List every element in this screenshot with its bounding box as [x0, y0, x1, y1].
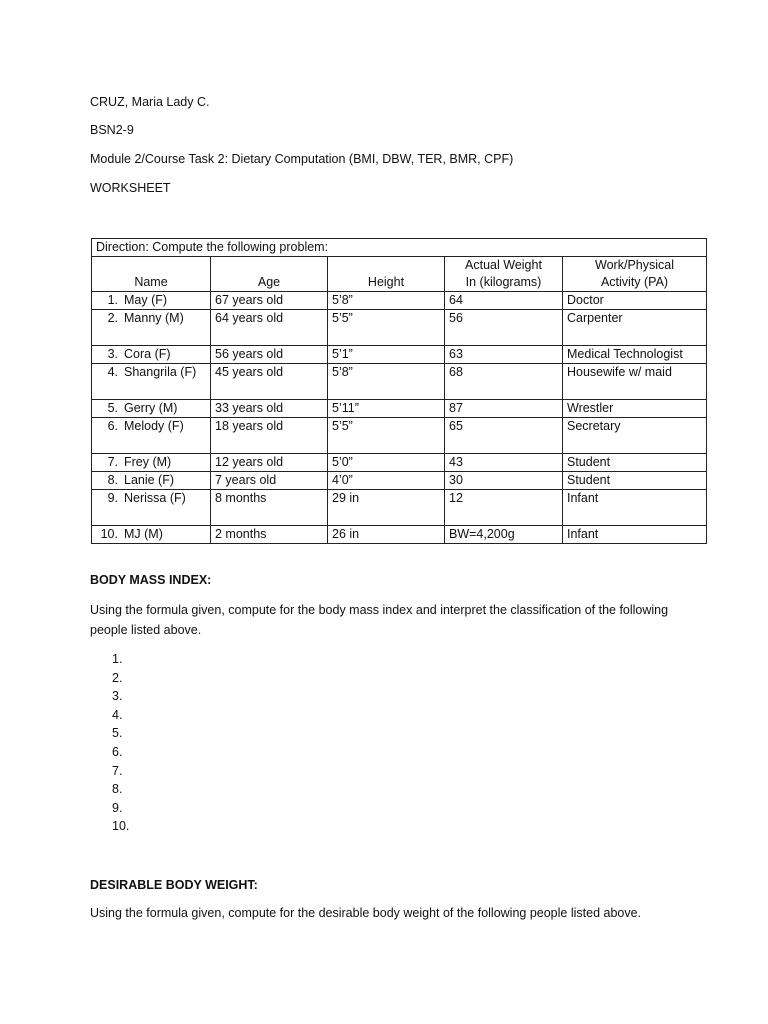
row-number: 2.: [107, 311, 118, 325]
cell-height: 5’1”: [328, 346, 445, 364]
column-header-weight-line1: Actual Weight: [465, 258, 542, 272]
cell-name: [92, 472, 211, 490]
cell-height: 5’8”: [328, 292, 445, 310]
module-title: Module 2/Course Task 2: Dietary Computation (BMI, DBW, TER, BMR, CPF): [90, 152, 514, 166]
cell-name: [92, 400, 211, 418]
table-row: [92, 310, 707, 346]
direction-row: [92, 239, 707, 257]
cell-activity: Medical Technologist: [563, 346, 707, 364]
row-number: 5.: [107, 401, 118, 415]
bmi-answer-list: [112, 650, 129, 836]
cell-weight: 56: [445, 310, 563, 346]
list-item: 6.: [112, 744, 123, 759]
cell-name: [92, 490, 211, 526]
direction-text: Direction: Compute the following problem:: [92, 239, 707, 257]
person-name: MJ (M): [124, 527, 163, 541]
table-row: [92, 292, 707, 310]
student-name: CRUZ, Maria Lady C.: [90, 95, 210, 109]
cell-height: 5’0”: [328, 454, 445, 472]
cell-height: 5’11”: [328, 400, 445, 418]
cell-weight: 68: [445, 364, 563, 400]
table-row: [92, 526, 707, 544]
cell-weight: 87: [445, 400, 563, 418]
table-row: [92, 346, 707, 364]
cell-name: [92, 526, 211, 544]
cell-age: 12 years old: [211, 454, 328, 472]
list-item: 8.: [112, 782, 123, 797]
list-item: 9.: [112, 800, 123, 815]
cell-height: 5’8”: [328, 364, 445, 400]
header-row: [92, 257, 707, 292]
document-type: WORKSHEET: [90, 181, 171, 195]
cell-age: 33 years old: [211, 400, 328, 418]
row-number: 10.: [100, 527, 118, 541]
row-number: 9.: [107, 491, 118, 505]
dbw-instruction: Using the formula given, compute for the desirable body weight of the following people listed above.: [90, 906, 642, 920]
cell-height: 29 in: [328, 490, 445, 526]
row-number: 3.: [107, 347, 118, 361]
cell-weight: 63: [445, 346, 563, 364]
person-name: Manny (M): [124, 311, 184, 325]
list-item: 7.: [112, 763, 123, 778]
person-name: May (F): [124, 293, 168, 307]
cell-height: 5’5”: [328, 310, 445, 346]
list-item: 10.: [112, 819, 130, 834]
cell-name: [92, 310, 211, 346]
column-header-activity-line1: Work/Physical: [595, 258, 674, 272]
list-item: 1.: [112, 652, 123, 666]
list-item: 2.: [112, 670, 123, 685]
cell-activity: Student: [563, 472, 707, 490]
person-name: Cora (F): [124, 347, 171, 361]
column-header-activity-line2: Activity (PA): [600, 275, 669, 289]
person-name: Gerry (M): [124, 401, 178, 415]
cell-activity: Wrestler: [563, 400, 707, 418]
cell-age: 67 years old: [211, 292, 328, 310]
cell-name: [92, 346, 211, 364]
cell-height: 26 in: [328, 526, 445, 544]
table-row: [92, 472, 707, 490]
cell-name: [92, 454, 211, 472]
cell-weight: 65: [445, 418, 563, 454]
cell-name: [92, 292, 211, 310]
cell-name: [92, 364, 211, 400]
row-number: 7.: [107, 455, 118, 469]
table-row: [92, 400, 707, 418]
list-item: 5.: [112, 726, 123, 741]
person-name: Frey (M): [124, 455, 172, 469]
cell-weight: 12: [445, 490, 563, 526]
bmi-heading: BODY MASS INDEX:: [90, 573, 212, 587]
dbw-heading: DESIRABLE BODY WEIGHT:: [90, 878, 258, 892]
cell-activity: Carpenter: [563, 310, 707, 346]
column-header-age: Age: [211, 257, 328, 292]
table-row: [92, 454, 707, 472]
column-header-weight: [445, 257, 563, 292]
cell-age: 45 years old: [211, 364, 328, 400]
table-row: [92, 490, 707, 526]
computation-table: [91, 238, 707, 544]
cell-height: 5’5”: [328, 418, 445, 454]
column-header-weight-line2: In (kilograms): [465, 275, 542, 289]
person-name: Nerissa (F): [124, 491, 186, 505]
cell-weight: BW=4,200g: [445, 526, 563, 544]
person-name: Lanie (F): [124, 473, 175, 487]
table-row: [92, 418, 707, 454]
cell-activity: Housewife w/ maid: [563, 364, 707, 400]
column-header-activity: [563, 257, 707, 292]
cell-activity: Infant: [563, 526, 707, 544]
cell-age: 8 months: [211, 490, 328, 526]
cell-age: 56 years old: [211, 346, 328, 364]
cell-activity: Student: [563, 454, 707, 472]
row-number: 4.: [107, 365, 118, 379]
person-name: Melody (F): [124, 419, 184, 433]
list-item: 3.: [112, 689, 123, 704]
row-number: 6.: [107, 419, 118, 433]
cell-activity: Secretary: [563, 418, 707, 454]
cell-name: [92, 418, 211, 454]
column-header-name: Name: [92, 257, 211, 292]
table-row: [92, 364, 707, 400]
cell-height: 4’0”: [328, 472, 445, 490]
cell-activity: Infant: [563, 490, 707, 526]
cell-age: 7 years old: [211, 472, 328, 490]
list-item: 4.: [112, 707, 123, 722]
bmi-instruction: Using the formula given, compute for the body mass index and interpret the classification of the following people listed above.: [90, 603, 669, 637]
cell-age: 64 years old: [211, 310, 328, 346]
cell-age: 18 years old: [211, 418, 328, 454]
person-name: Shangrila (F): [124, 365, 197, 379]
cell-weight: 30: [445, 472, 563, 490]
cell-activity: Doctor: [563, 292, 707, 310]
cell-weight: 43: [445, 454, 563, 472]
cell-weight: 64: [445, 292, 563, 310]
column-header-height: Height: [328, 257, 445, 292]
row-number: 1.: [107, 293, 118, 307]
row-number: 8.: [107, 473, 118, 487]
cell-age: 2 months: [211, 526, 328, 544]
section-label: BSN2-9: [90, 123, 134, 137]
